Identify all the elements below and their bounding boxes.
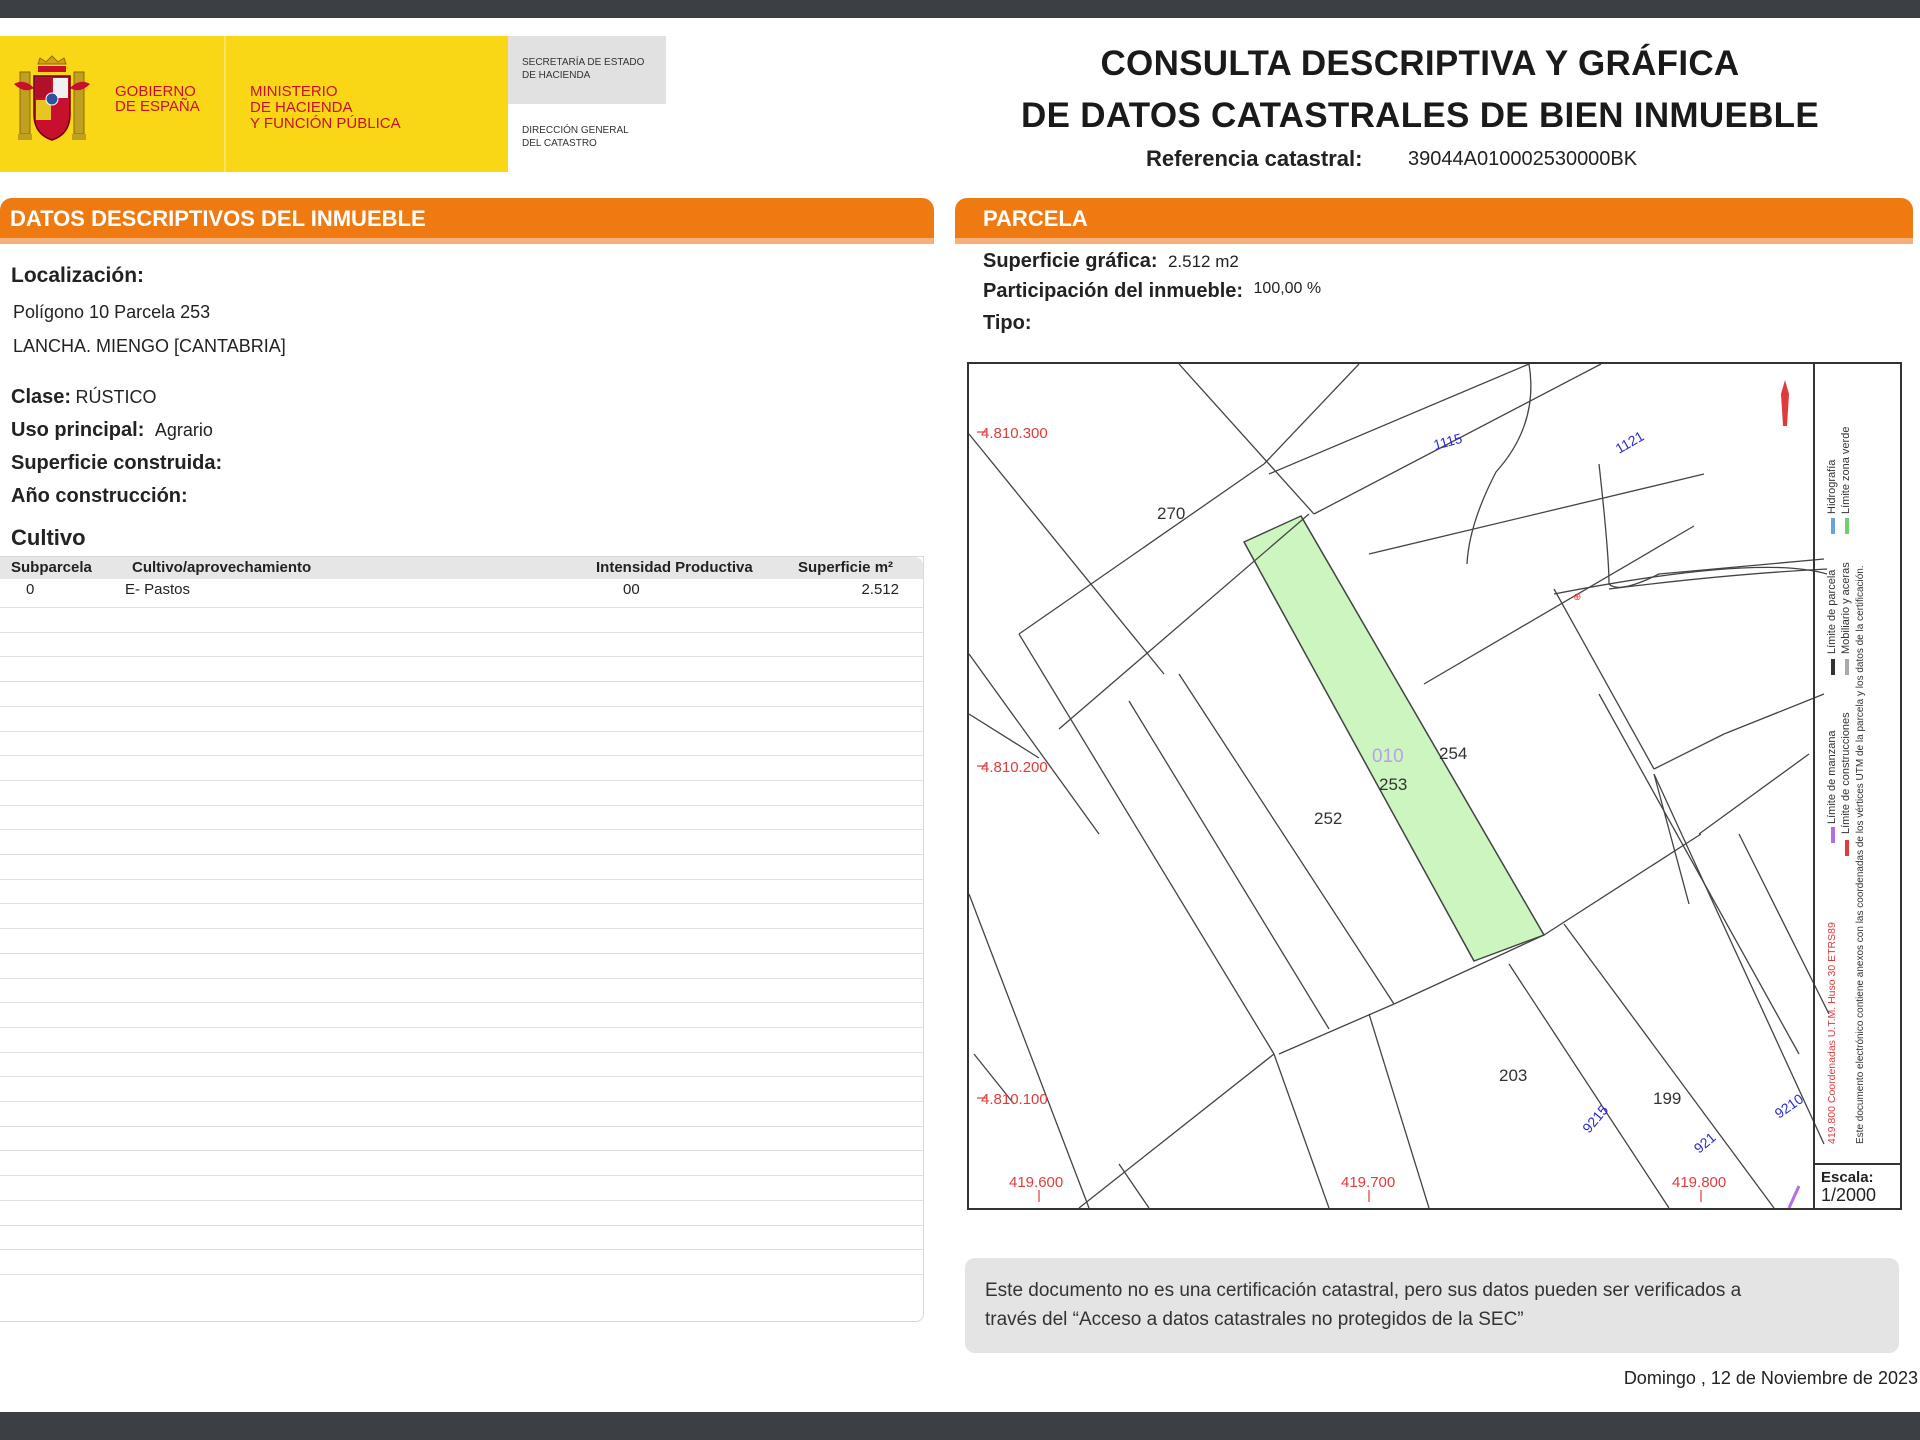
table-rule	[0, 903, 923, 904]
gobierno-line2: DE ESPAÑA	[115, 98, 200, 115]
cultivo-table	[0, 556, 924, 1322]
table-rule	[0, 780, 923, 781]
disclaimer-note	[965, 1258, 1899, 1353]
col-subparcela: Subparcela	[11, 559, 92, 576]
direccion-line2: DEL CATASTRO	[522, 138, 597, 149]
col-cultivo: Cultivo/aprovechamiento	[132, 559, 312, 576]
sup-grafica-label: Superficie gráfica:	[983, 250, 1158, 272]
clase-field	[11, 386, 156, 409]
secretaria-line2: DE HACIENDA	[522, 70, 591, 81]
escala-value: 1/2000	[1821, 1185, 1877, 1205]
localizacion-line2: LANCHA. MIENGO [CANTABRIA]	[13, 336, 286, 356]
superficie-construida-label: Superficie construida:	[11, 452, 223, 474]
legend-construcciones: Límite de construcciones	[1840, 712, 1852, 834]
participacion-field	[983, 280, 1321, 303]
participacion-value: 100,00 %	[1253, 280, 1322, 297]
table-rule	[0, 1126, 923, 1127]
road-label-1115: 1115	[1431, 429, 1464, 453]
uso-value: Agrario	[154, 420, 213, 440]
header-title-part-b: INMUEBLE	[310, 206, 426, 231]
gobierno-de-espana-text	[115, 84, 200, 114]
cultivo-table-header	[0, 557, 923, 579]
table-rule	[0, 1052, 923, 1053]
table-rule	[0, 978, 923, 979]
table-rule	[0, 805, 923, 806]
table-rule	[0, 656, 923, 657]
datos-descriptivos-header	[0, 198, 934, 238]
legend-mobiliario: Mobiliario y aceras	[1840, 562, 1852, 654]
logo-divider	[224, 36, 226, 172]
table-rule	[0, 879, 923, 880]
note-line2: través del “Acceso a datos catastrales no protegidos de la SEC”	[985, 1309, 1524, 1330]
table-rule	[0, 1175, 923, 1176]
y-coord-2: 4.810.200	[981, 759, 1048, 776]
parcel-label-252: 252	[1314, 809, 1343, 828]
ministerio-line2: DE HACIENDA	[250, 99, 353, 116]
table-rule	[0, 1200, 923, 1201]
gobierno-line1: GOBIERNO	[115, 83, 196, 100]
ministerio-line1: MINISTERIO	[250, 83, 338, 100]
table-rule	[0, 1274, 923, 1275]
legend-manzana: Límite de manzana	[1826, 730, 1838, 824]
table-rule	[0, 1101, 923, 1102]
x-coord-1: 419.600	[1009, 1174, 1064, 1191]
tipo-label: Tipo:	[983, 312, 1032, 334]
parcel-label-203: 203	[1499, 1066, 1528, 1085]
coat-of-arms-icon	[8, 54, 96, 152]
cell-intensidad: 00	[623, 581, 640, 598]
table-rule	[0, 731, 923, 732]
map-svg	[969, 364, 1900, 1208]
table-rule	[0, 1150, 923, 1151]
table-rule	[0, 1076, 923, 1077]
legend-parcela: Límite de parcela	[1826, 569, 1838, 654]
page-title	[960, 38, 1880, 142]
header-title-part-a: DATOS DESCRIPTIVOS DEL	[10, 206, 305, 231]
road-label-9215: 9215	[1579, 1101, 1612, 1136]
localizacion-line1: Polígono 10 Parcela 253	[13, 302, 211, 322]
table-rule	[0, 755, 923, 756]
clase-value: RÚSTICO	[75, 387, 157, 407]
table-rule	[0, 1225, 923, 1226]
parcel-label-270: 270	[1157, 504, 1186, 523]
title-line1: CONSULTA DESCRIPTIVA Y GRÁFICA	[1100, 44, 1740, 83]
uso-label: Uso principal:	[11, 419, 145, 441]
direccion-line1: DIRECCIÓN GENERAL	[522, 125, 629, 136]
legend-zona-verde: Límite zona verde	[1840, 426, 1852, 514]
col-intensidad: Intensidad Productiva	[596, 559, 753, 576]
x-coord-3: 419.800	[1672, 1174, 1727, 1191]
participacion-label: Participación del inmueble:	[983, 280, 1244, 302]
sup-grafica-value: 2.512 m2	[1167, 252, 1239, 271]
ministerio-line3: Y FUNCIÓN PÚBLICA	[250, 115, 401, 132]
referencia-value: 39044A010002530000BK	[1408, 148, 1638, 170]
road-label-1121: 1121	[1612, 427, 1647, 457]
localizacion-label: Localización:	[11, 264, 145, 287]
direccion-text	[522, 124, 629, 150]
superficie-grafica-field	[983, 250, 1239, 273]
table-rule	[0, 607, 923, 608]
north-arrow-icon	[1781, 380, 1789, 426]
clase-label: Clase:	[11, 386, 72, 408]
col-superficie: Superficie m²	[798, 559, 894, 576]
parcel-label-253: 253	[1379, 775, 1408, 794]
table-rule	[0, 953, 923, 954]
table-rule	[0, 632, 923, 633]
road-label-921: 921	[1690, 1129, 1719, 1157]
document-date: Domingo , 12 de Noviembre de 2023	[1623, 1368, 1918, 1388]
parcela-header-title: PARCELA	[983, 206, 1088, 231]
title-line2: DE DATOS CATASTRALES DE BIEN INMUEBLE	[1021, 96, 1819, 135]
bottom-bar	[0, 1412, 1920, 1440]
ministerio-text	[250, 84, 401, 132]
referencia-label: Referencia catastral:	[1146, 146, 1363, 171]
table-rule	[0, 1027, 923, 1028]
table-rule	[0, 928, 923, 929]
cultivo-title: Cultivo	[11, 525, 86, 550]
road-label-9210: 9210	[1771, 1090, 1807, 1122]
cell-cultivo: E- Pastos	[125, 581, 191, 598]
table-rule	[0, 706, 923, 707]
top-bar	[0, 0, 1920, 18]
poligono-label: 010	[1372, 746, 1404, 767]
header-underline	[0, 238, 934, 244]
secretaria-text	[522, 56, 644, 82]
cell-subparcela: 0	[26, 581, 35, 598]
table-rule	[0, 1002, 923, 1003]
legend-coords-note: 419.800 Coordenadas U.T.M. Huso 30 ETRS89	[1826, 922, 1838, 1144]
y-coord-3: 4.810.100	[981, 1091, 1048, 1108]
table-rule	[0, 1249, 923, 1250]
anio-construccion-label: Año construcción:	[11, 485, 188, 507]
table-rule	[0, 829, 923, 830]
cell-superficie: 2.512	[861, 581, 899, 598]
parcel-253-fill	[1244, 516, 1544, 961]
secretaria-line1: SECRETARÍA DE ESTADO	[522, 57, 645, 68]
y-coord-1: 4.810.300	[981, 425, 1048, 442]
parcela-header	[955, 198, 1913, 238]
parcel-label-254: 254	[1439, 744, 1468, 763]
uso-principal-field	[11, 419, 213, 442]
legend-doc-note: Este documento electrónico contiene anexos con las coordenadas de los vértices UTM de la parcela y los datos de la certificación.	[1855, 565, 1866, 1144]
note-line1: Este documento no es una certificación catastral, pero sus datos pueden ser verificados a	[985, 1280, 1742, 1301]
x-coord-2: 419.700	[1341, 1174, 1396, 1191]
legend-hidrografia: Hidrografía	[1826, 459, 1838, 514]
table-rule	[0, 681, 923, 682]
small-mark: ⊕	[1573, 592, 1582, 603]
escala-label: Escala:	[1821, 1169, 1874, 1186]
cadastral-map[interactable]	[967, 362, 1902, 1210]
parcela-header-underline	[955, 238, 1913, 244]
table-rule	[0, 854, 923, 855]
parcel-label-199: 199	[1653, 1089, 1682, 1108]
